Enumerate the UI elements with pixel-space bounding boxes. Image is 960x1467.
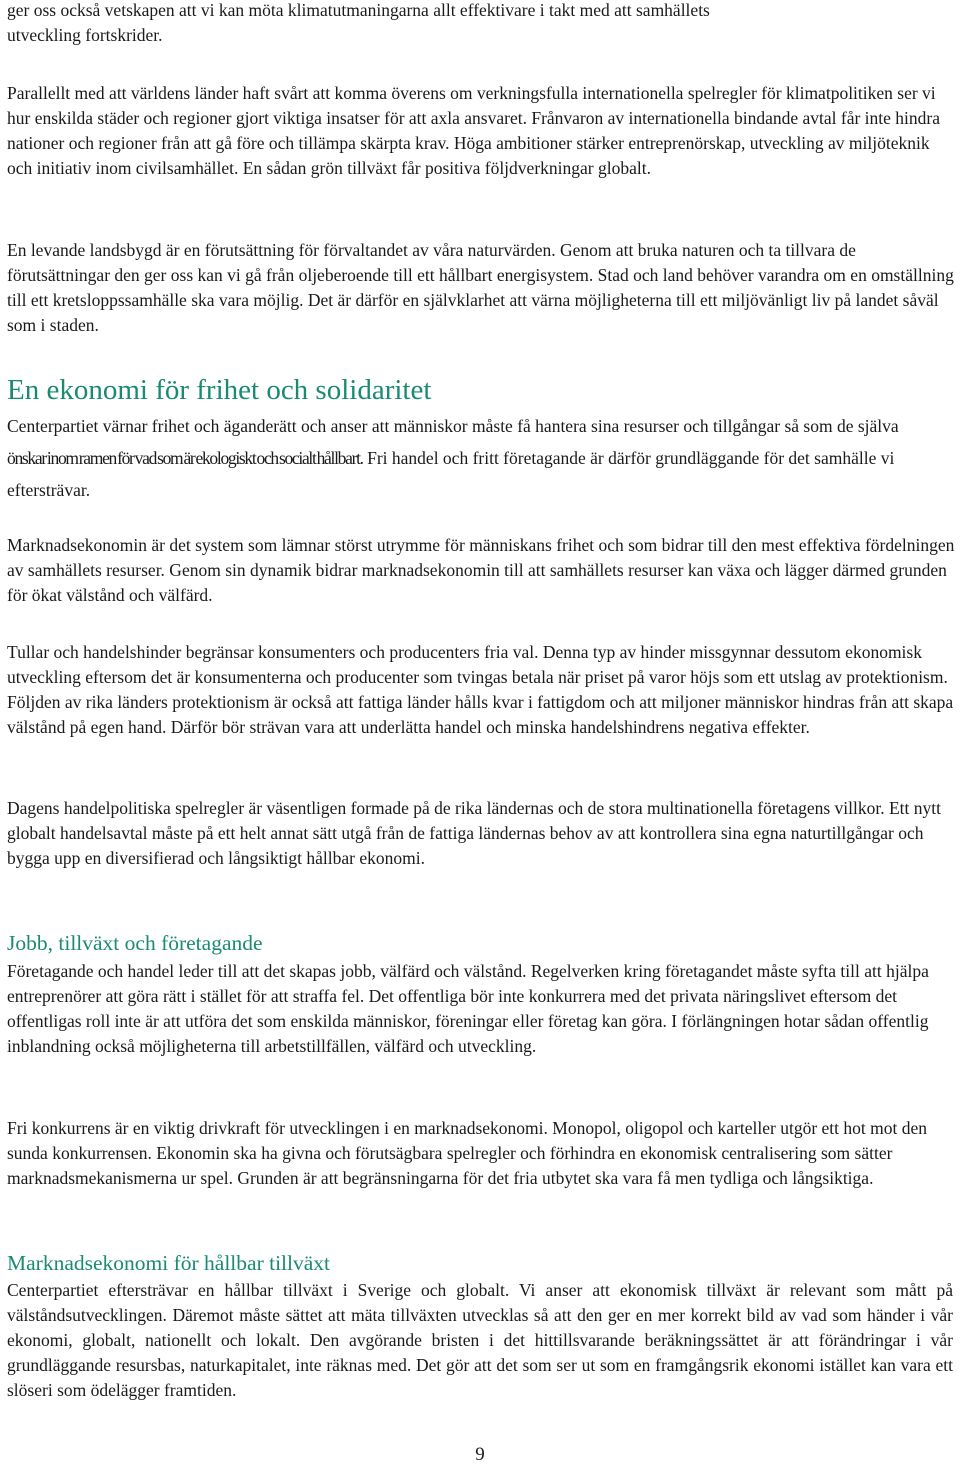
section-heading-economy: En ekonomi för frihet och solidaritet	[7, 374, 432, 406]
economy-paragraph: Tullar och handelshinder begränsar konsumenters och producenters fria val. Denna typ av hinder missgynnar dessutom ekonomisk utveckling eftersom det är konsumenterna och producenter som tvingas betala när priset på varor höjs som ett utslag av protektionism. Följden av rika länders protektionism är också att fattiga länder hålls kvar i fattigdom och att miljoner människor hindras från att skapa välstånd på egen hand. Därför bör strävan vara att underlätta handel och minska handelshindrens negativa effekter.	[7, 642, 954, 737]
jobs-paragraph: Företagande och handel leder till att det skapas jobb, välfärd och välstånd. Regelverken kring företagandet måste syfta till att hjälpa entreprenörer att göra rätt i stället för att straffa fel. Det offentliga bör inte konkurrera med det privata näringslivet eftersom det offentligas roll inte är att utföra det som enskilda människor, föreningar eller företag kan göra. I förlängningen hotar sådan offentlig inblandning också möjligheterna till arbetstillfällen, välfärd och utveckling.	[7, 961, 929, 1056]
section-heading-market: Marknadsekonomi för hållbar tillväxt	[7, 1251, 331, 1275]
economy-intro-text-end: Fri handel och fritt företagande är därför grundläggande för det samhälle vi eftersträvar.	[7, 448, 895, 500]
section-heading-jobs: Jobb, tillväxt och företagande	[7, 931, 263, 955]
intro-paragraph	[7, 0, 955, 48]
economy-intro-text: Centerpartiet värnar frihet och äganderätt och anser att människor måste få hantera sina resurser och tillgångar så som de själva	[7, 416, 899, 436]
economy-paragraph: Marknadsekonomin är det system som lämnar störst utrymme för människans frihet och som bidrar till den mest effektiva fördelningen av samhällets resurser. Genom sin dynamik bidrar marknadsekonomin till att samhällets resurser kan växa och lägger därmed grunden för ökat välstånd och välfärd.	[7, 535, 955, 605]
page-number: 9	[475, 1444, 485, 1465]
climate-paragraph: Parallellt med att världens länder haft svårt att komma överens om verkningsfulla internationella spelregler för klimatpolitiken ser vi hur enskilda städer och regioner gjort viktiga insatser för att axla ansvaret. Frånvaron av internationella bindande avtal får inte hindra nationer och regioner från att gå före och tillämpa skärpta krav. Höga ambitioner stärker entreprenörskap, utveckling av miljöteknik och initiativ inom civilsamhället. En sådan grön tillväxt får positiva följdverkningar globalt.	[7, 83, 940, 178]
market-paragraph: Centerpartiet eftersträvar en hållbar tillväxt i Sverige och globalt. Vi anser att ekonomisk tillväxt är relevant som mått på välståndsutvecklingen. Däremot måste sättet att mäta tillväxten utvecklas så att den ger en mer korrekt bild av vad som händer i vår ekonomi, globalt, nationellt och lokalt. Den avgörande bristen i det hittillsvarande beräkningssättet är att förändringar i vår grundläggande resursbas, naturkapitalet, inte räknas med. Det gör att det som ser ut som en framgångsrik ekonomi istället kan vara ett slöseri som ödelägger framtiden.	[7, 1280, 953, 1400]
jobs-paragraph: Fri konkurrens är en viktig drivkraft för utvecklingen i en marknadsekonomi. Monopol, oligopol och karteller utgör ett hot mot den sunda konkurrensen. Ekonomin ska ha givna och förutsägbara spelregler och förhindra en ekonomisk centralisering som sätter marknadsmekanismerna ur spel. Grunden är att begränsningarna för det fria utbytet ska vara få men tydliga och långsiktiga.	[7, 1118, 928, 1188]
intro-line: ger oss också vetskapen att vi kan möta klimatutmaningarna allt effektivare i takt med att samhällets	[7, 0, 710, 20]
economy-intro-paragraph	[7, 410, 927, 506]
economy-intro-condensed-text: önskar inom ramen för vad som är ekologiskt och socialt hållbart.	[7, 448, 363, 468]
economy-paragraph: Dagens handelpolitiska spelregler är väsentligen formade på de rika ländernas och de stora multinationella företagens villkor. Ett nytt globalt handelsavtal måste på ett helt annat sätt utgå från de fattiga ländernas behov av att kontrollera sina egna naturtillgångar och bygga upp en diversifierad och långsiktigt hållbar ekonomi.	[7, 798, 942, 868]
rural-paragraph: En levande landsbygd är en förutsättning för förvaltandet av våra naturvärden. Genom att bruka naturen och ta tillvara de förutsättningar den ger oss kan vi gå från oljeberoende till ett hållbart energisystem. Stad och land behöver varandra om en omställning till ett kretsloppssamhälle ska vara möjlig. Det är därför en självklarhet att värna möjligheterna till ett miljövänligt liv på landet såväl som i staden.	[7, 240, 954, 335]
intro-line: utveckling fortskrider.	[7, 25, 163, 45]
